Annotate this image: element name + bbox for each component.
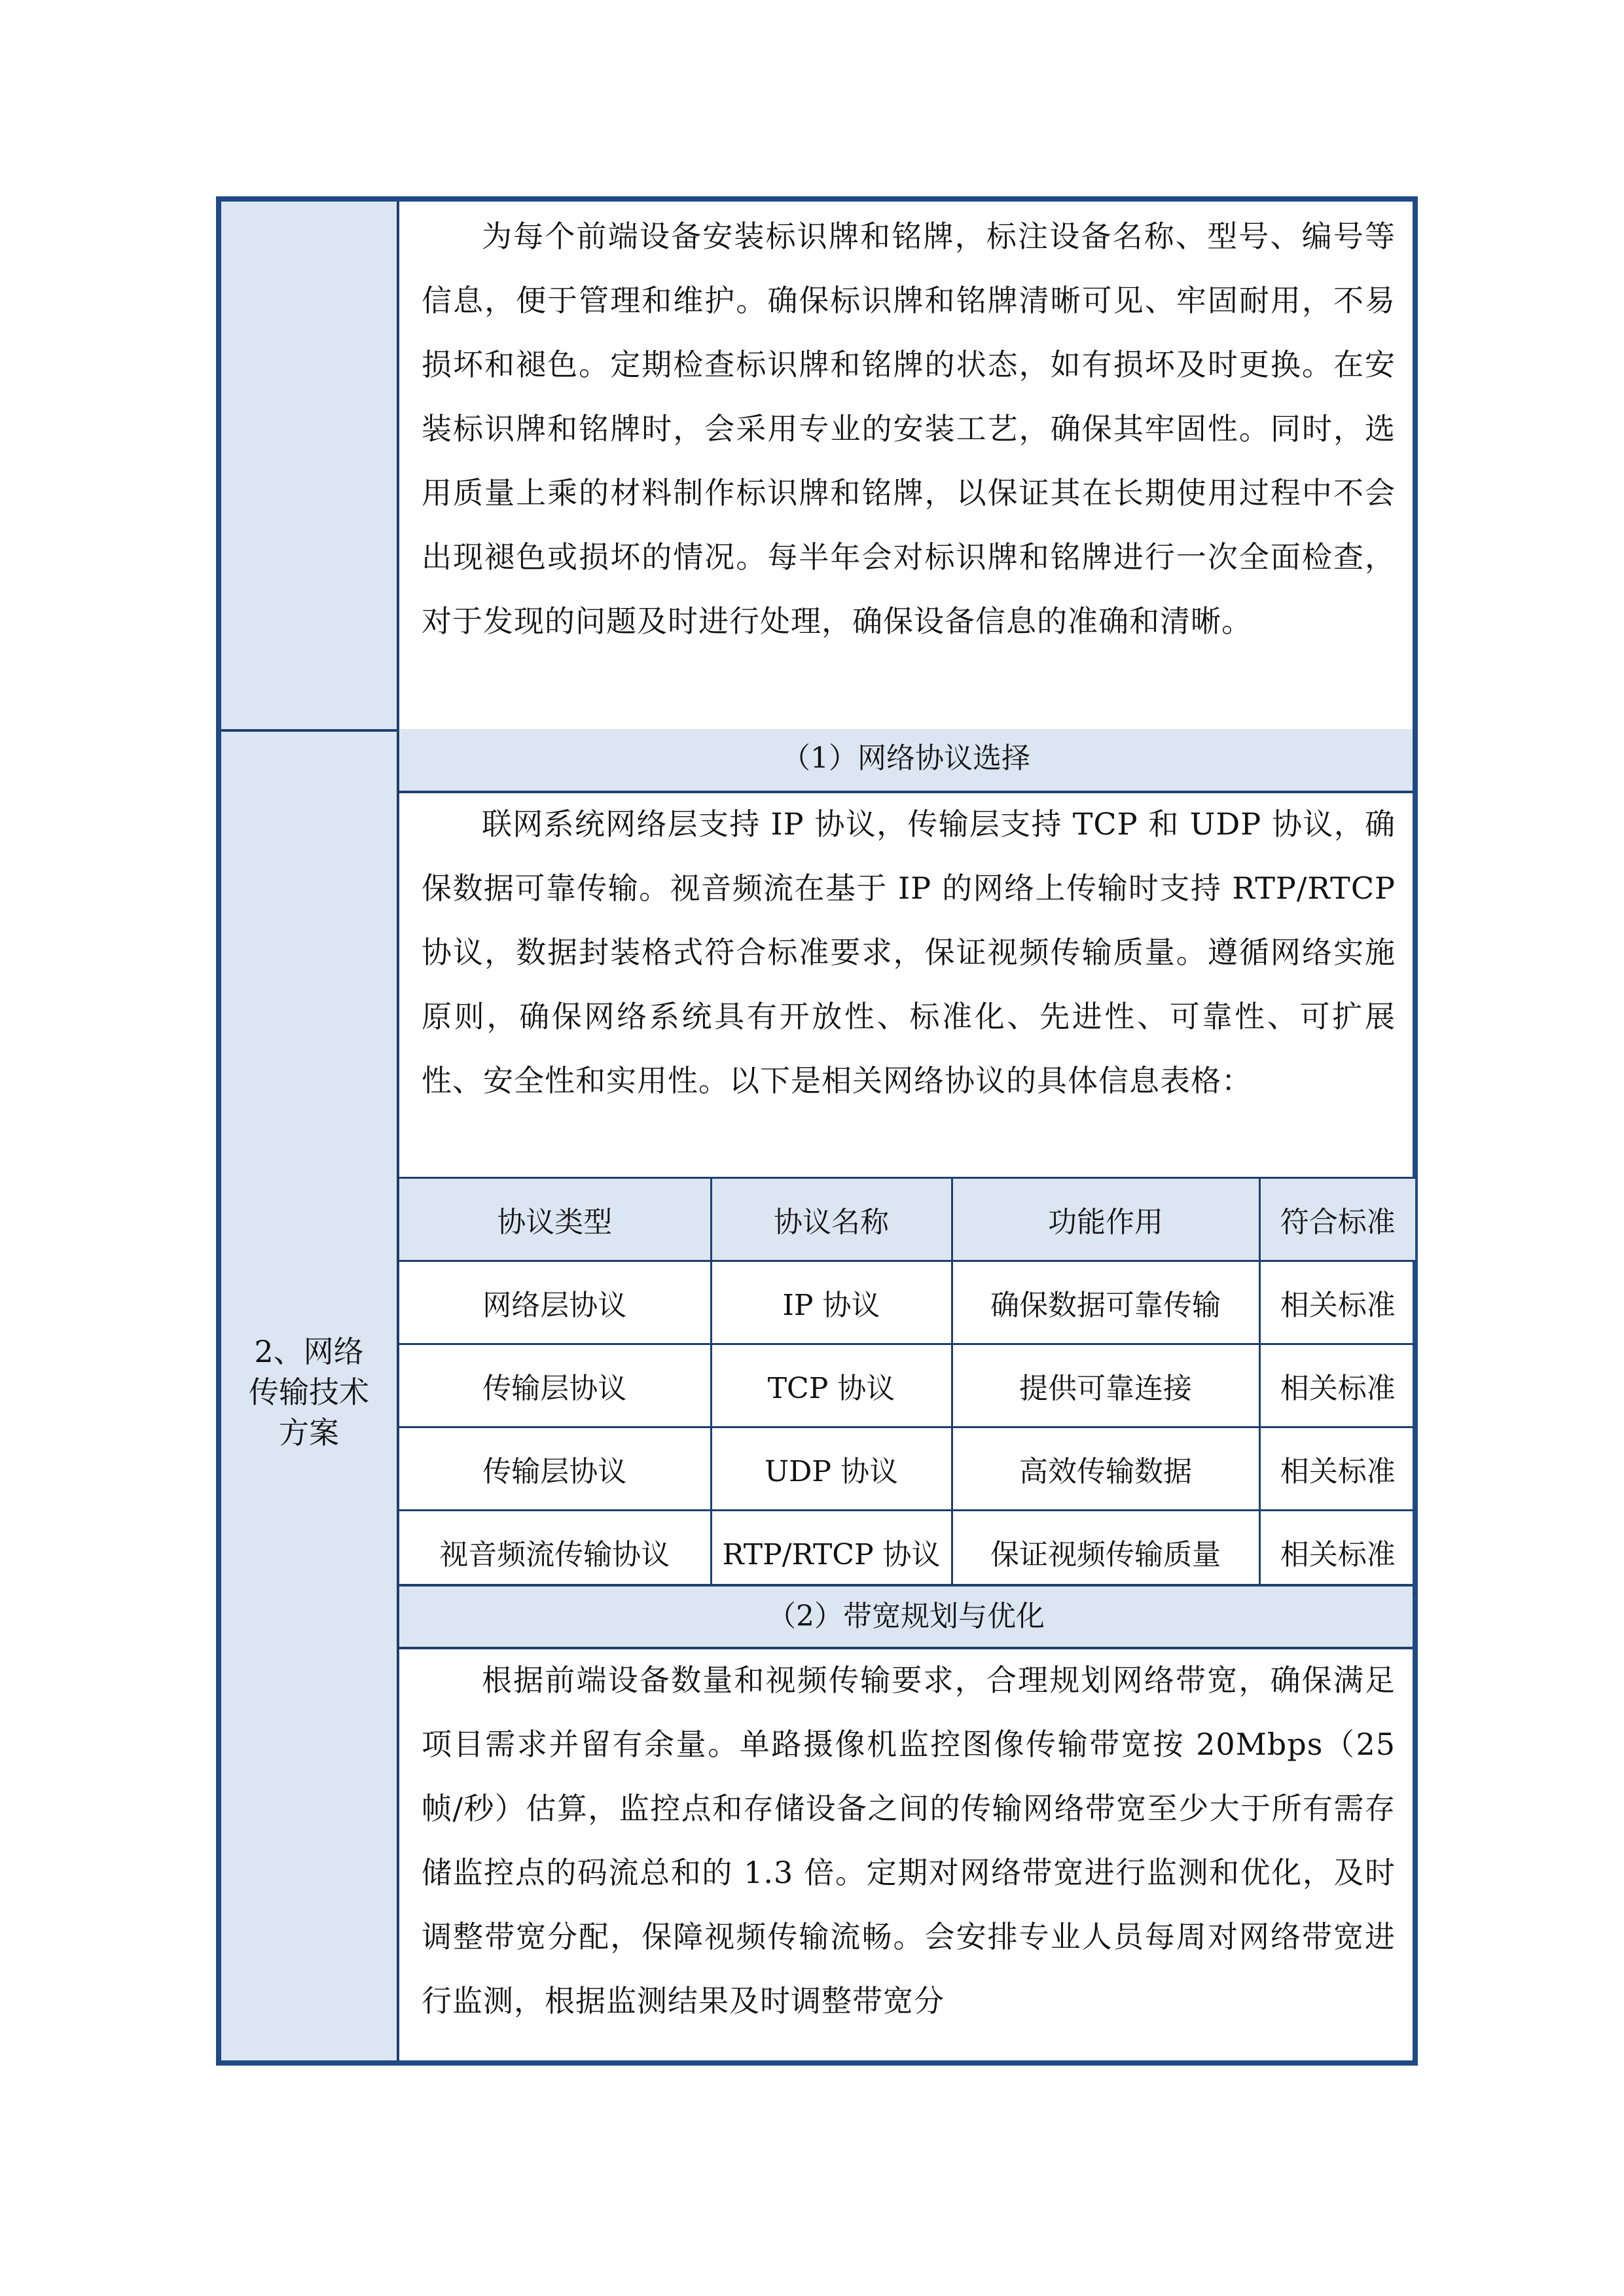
cell-protocol-name: IP 协议 [711,1261,952,1344]
cell-protocol-type: 传输层协议 [399,1344,711,1427]
protocol-table [399,1177,1415,1594]
section1-content [399,204,1413,729]
subsection1-title: （1）网络协议选择 [399,729,1413,793]
cell-function: 确保数据可靠传输 [952,1261,1259,1344]
cell-function: 高效传输数据 [952,1427,1259,1511]
section1-paragraph: 为每个前端设备安装标识牌和铭牌，标注设备名称、型号、编号等信息，便于管理和维护。确保标识牌和铭牌清晰可见、牢固耐用，不易损坏和褪色。定期检查标识牌和铭牌的状态，如有损坏及时更换。在安装标识牌和铭牌时，会采用专业的安装工艺，确保其牢固性。同时，选用质量上乘的材料制作标识牌和铭牌，以保证其在长期使用过程中不会出现褪色或损坏的情况。每半年会对标识牌和铭牌进行一次全面检查，对于发现的问题及时进行处理，确保设备信息的准确和清晰。 [422,219,1396,639]
table-row [399,1261,1415,1344]
table-header-row [399,1178,1415,1261]
header-protocol-name: 协议名称 [711,1178,952,1261]
paragraph1-block [399,792,1413,1181]
cell-protocol-name: UDP 协议 [711,1427,952,1511]
content-frame [216,196,1418,2066]
section2-paragraph2: 根据前端设备数量和视频传输要求，合理规划网络带宽，确保满足项目需求并留有余量。单路摄像机监控图像传输带宽按 20Mbps（25 帧/秒）估算，监控点和存储设备之间的传输网络带宽至少大于所有需存储监控点的码流总和的 1.3 倍。定期对网络带宽进行监测和优化，及时调整带宽分配，保障视频传输流畅。会安排专业人员每周对网络带宽进行监测，根据监测结果及时调整带宽分 [422,1662,1396,2018]
paragraph2-block [399,1648,1413,2060]
section2-content [399,729,1413,2060]
left-label-column [221,202,399,2060]
section2-label: 2、网络传输技术方案 [249,1334,369,1450]
cell-protocol-name: TCP 协议 [711,1344,952,1427]
cell-standard: 相关标准 [1259,1344,1415,1427]
cell-protocol-type: 视音频流传输协议 [399,1511,711,1594]
cell-protocol-name: RTP/RTCP 协议 [711,1511,952,1594]
table-row [399,1427,1415,1511]
cell-standard: 相关标准 [1259,1427,1415,1511]
cell-function: 保证视频传输质量 [952,1511,1259,1594]
cell-protocol-type: 传输层协议 [399,1427,711,1511]
cell-protocol-type: 网络层协议 [399,1261,711,1344]
table-row [399,1344,1415,1427]
table-row [399,1511,1415,1594]
section2-paragraph1: 联网系统网络层支持 IP 协议，传输层支持 TCP 和 UDP 协议，确保数据可靠传输。视音频流在基于 IP 的网络上传输时支持 RTP/RTCP 协议，数据封装格式符合标准要求，保证视频传输质量。遵循网络实施原则，确保网络系统具有开放性、标准化、先进性、可靠性、可扩展性、安全性和实用性。以下是相关网络协议的具体信息表格： [422,806,1396,1098]
cell-standard: 相关标准 [1259,1261,1415,1344]
subsection2-title: （2）带宽规划与优化 [399,1584,1413,1649]
header-function: 功能作用 [952,1178,1259,1261]
cell-standard: 相关标准 [1259,1511,1415,1594]
header-standard: 符合标准 [1259,1178,1415,1261]
cell-function: 提供可靠连接 [952,1344,1259,1427]
header-protocol-type: 协议类型 [399,1178,711,1261]
